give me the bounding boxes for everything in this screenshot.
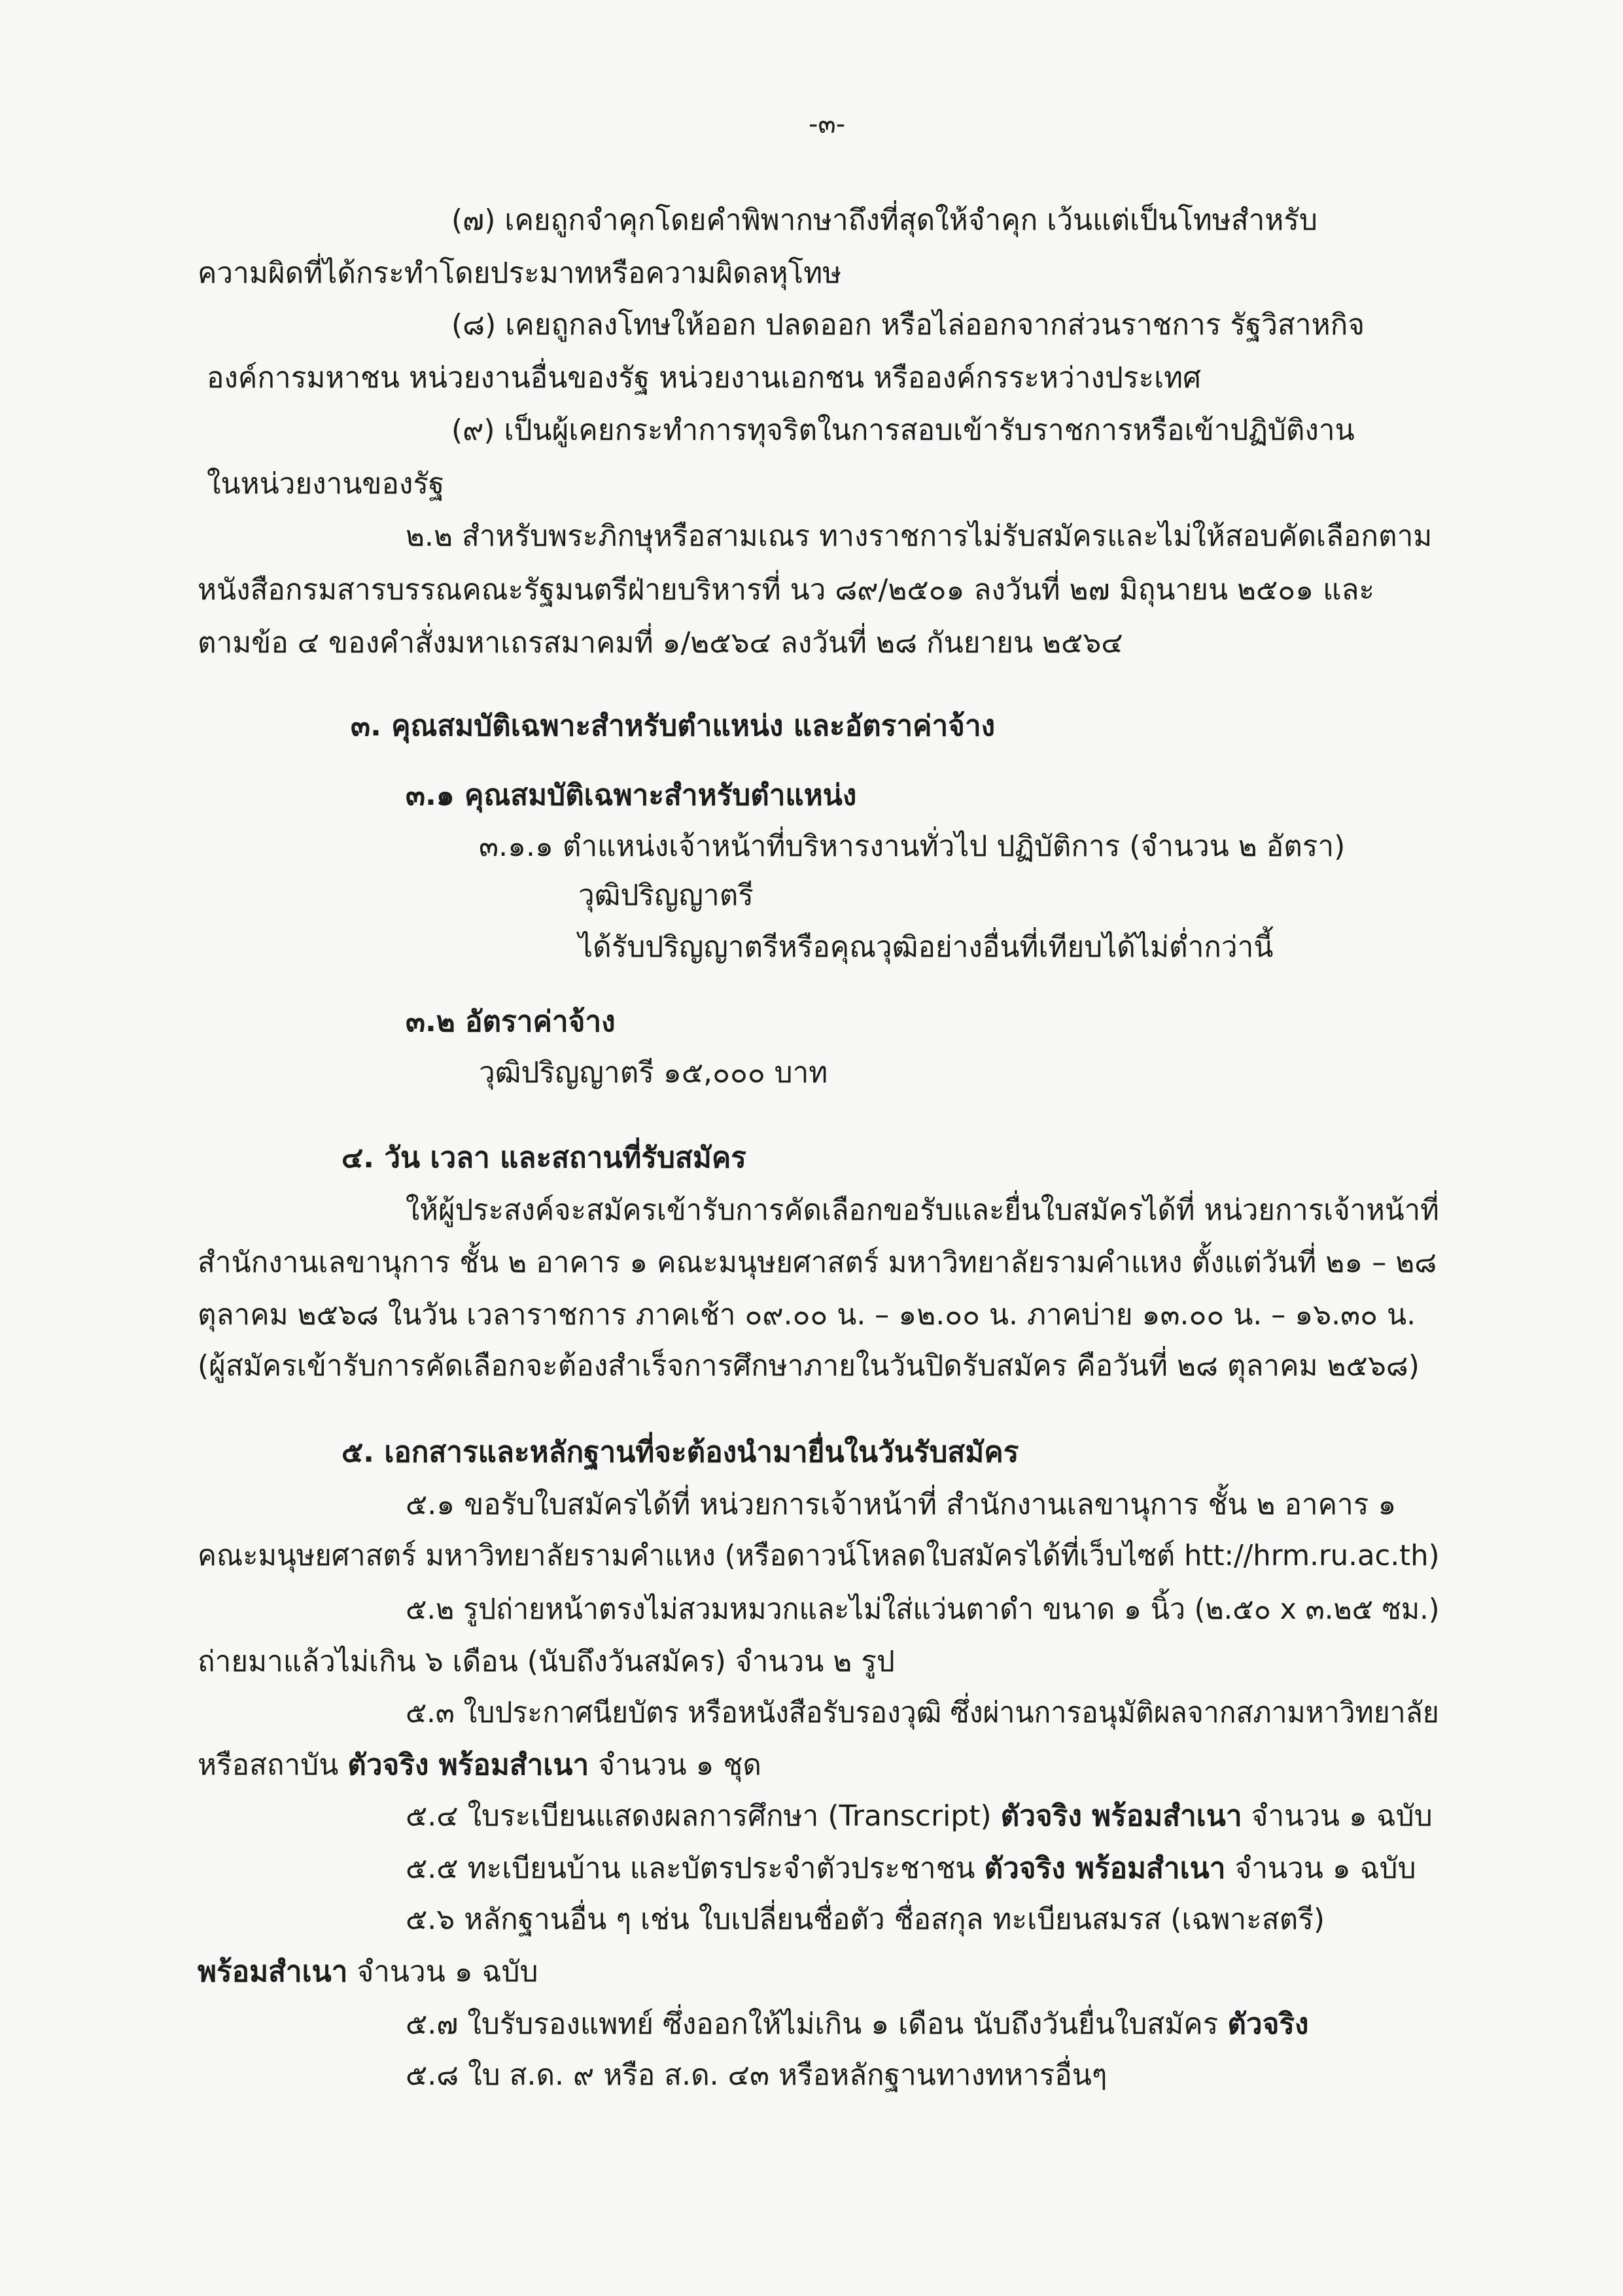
section-3-2-heading: ๓.๒ อัตราค่าจ้าง [406, 1005, 616, 1038]
position-3-1-1: ๓.๑.๑ ตำแหน่งเจ้าหน้าที่บริหารงานทั่วไป ปฏิบัติการ (จำนวน ๒ อัตรา) [479, 830, 1346, 863]
item-5-7-text: ๕.๗ ใบรับรองแพทย์ ซึ่งออกให้ไม่เกิน ๑ เดือน นับถึงวันยื่นใบสมัคร [406, 2007, 1228, 2041]
section-4-line-4: (ผู้สมัครเข้ารับการคัดเลือกจะต้องสำเร็จการศึกษาภายในวันปิดรับสมัคร คือวันที่ ๒๘ ตุลาคม ๒๕๖๘) [198, 1349, 1420, 1383]
section-4-line-1: ให้ผู้ประสงค์จะสมัครเข้ารับการคัดเลือกขอรับและยื่นใบสมัครได้ที่ หน่วยการเจ้าหน้าที่ [406, 1193, 1439, 1227]
item-5-6-cont [198, 1952, 538, 1992]
item-5-1-cont: คณะมนุษยศาสตร์ มหาวิทยาลัยรามคำแหง (หรือดาวน์โหลดใบสมัครได้ที่เว็บไซต์ htt://hrm.ru.ac.th) [198, 1539, 1440, 1572]
item-2-2: ๒.๒ สำหรับพระภิกษุหรือสามเณร ทางราชการไม่รับสมัครและไม่ให้สอบคัดเลือกตาม [406, 520, 1433, 553]
item-9: (๙) เป็นผู้เคยกระทำการทุจริตในการสอบเข้ารับราชการหรือเข้าปฏิบัติงาน [451, 414, 1355, 447]
item-5-2: ๕.๒ รูปถ่ายหน้าตรงไม่สวมหมวกและไม่ใส่แว่นตาดำ ขนาด ๑ นิ้ว (๒.๕๐ x ๓.๒๕ ซม.) [406, 1593, 1440, 1626]
section-3-1-heading: ๓.๑ คุณสมบัติเฉพาะสำหรับตำแหน่ง [406, 779, 857, 812]
item-5-7 [406, 2005, 1309, 2044]
item-5-3-quantity: จำนวน ๑ ชุด [589, 1748, 761, 1782]
item-5-8: ๕.๘ ใบ ส.ด. ๙ หรือ ส.ด. ๔๓ หรือหลักฐานทางทหารอื่นๆ [406, 2058, 1108, 2092]
item-5-6-copy: พร้อมสำเนา [198, 1955, 348, 1988]
item-5-3-cont [198, 1746, 761, 1785]
item-8-cont: องค์การมหาชน หน่วยงานอื่นของรัฐ หน่วยงานเอกชน หรือองค์กรระหว่างประเทศ [207, 361, 1202, 395]
section-4-heading: ๔. วัน เวลา และสถานที่รับสมัคร [341, 1141, 746, 1174]
item-5-4-text: ๕.๔ ใบระเบียนแสดงผลการศึกษา (Transcript) [406, 1799, 1001, 1833]
item-2-2-cont-2: ตามข้อ ๔ ของคำสั่งมหาเถรสมาคมที่ ๑/๒๕๖๔ ลงวันที่ ๒๘ กันยายน ๒๕๖๔ [198, 626, 1123, 660]
item-5-5-text: ๕.๕ ทะเบียนบ้าน และบัตรประจำตัวประชาชน [406, 1852, 985, 1885]
item-5-5-original-copy: ตัวจริง พร้อมสำเนา [984, 1852, 1226, 1885]
section-4-line-3: ตุลาคม ๒๕๖๘ ในวัน เวลาราชการ ภาคเช้า ๐๙.๐๐ น. – ๑๒.๐๐ น. ภาคบ่าย ๑๓.๐๐ น. – ๑๖.๓๐ น. [198, 1298, 1416, 1332]
item-7-cont: ความผิดที่ได้กระทำโดยประมาทหรือความผิดลหุโทษ [198, 256, 842, 290]
item-5-3: ๕.๓ ใบประกาศนียบัตร หรือหนังสือรับรองวุฒิ ซึ่งผ่านการอนุมัติผลจากสภามหาวิทยาลัย [406, 1696, 1439, 1729]
item-7: (๗) เคยถูกจำคุกโดยคำพิพากษาถึงที่สุดให้จำคุก เว้นแต่เป็นโทษสำหรับ [451, 203, 1318, 237]
item-5-3-cont-text: หรือสถาบัน [198, 1748, 348, 1782]
page-number: -๓- [809, 109, 846, 139]
item-5-4-quantity: จำนวน ๑ ฉบับ [1242, 1799, 1433, 1833]
item-5-6: ๕.๖ หลักฐานอื่น ๆ เช่น ใบเปลี่ยนชื่อตัว ชื่อสกุล ทะเบียนสมรส (เฉพาะสตรี) [406, 1903, 1325, 1936]
item-2-2-cont-1: หนังสือกรมสารบรรณคณะรัฐมนตรีฝ่ายบริหารที่ นว ๘๙/๒๕๐๑ ลงวันที่ ๒๗ มิถุนายน ๒๕๐๑ และ [198, 573, 1375, 607]
section-3-heading: ๓. คุณสมบัติเฉพาะสำหรับตำแหน่ง และอัตราค่าจ้าง [351, 709, 996, 743]
qualification-text: ได้รับปริญญาตรีหรือคุณวุฒิอย่างอื่นที่เทียบได้ไม่ต่ำกว่านี้ [578, 930, 1274, 964]
section-5-heading: ๕. เอกสารและหลักฐานที่จะต้องนำมายื่นในวันรับสมัคร [341, 1436, 1019, 1469]
item-5-4 [406, 1797, 1433, 1836]
item-5-6-quantity: จำนวน ๑ ฉบับ [347, 1955, 538, 1988]
item-5-7-original: ตัวจริง [1227, 2007, 1309, 2041]
section-4-line-2: สำนักงานเลขานุการ ชั้น ๒ อาคาร ๑ คณะมนุษยศาสตร์ มหาวิทยาลัยรามคำแหง ตั้งแต่วันที่ ๒๑ – ๒๘ [198, 1246, 1437, 1279]
item-5-5 [406, 1849, 1416, 1888]
item-8: (๘) เคยถูกลงโทษให้ออก ปลดออก หรือไล่ออกจากส่วนราชการ รัฐวิสาหกิจ [451, 308, 1365, 342]
wage-rate: วุฒิปริญญาตรี ๑๕,๐๐๐ บาท [479, 1056, 828, 1089]
item-5-2-cont: ถ่ายมาแล้วไม่เกิน ๖ เดือน (นับถึงวันสมัคร) จำนวน ๒ รูป [198, 1645, 895, 1678]
item-9-cont: ในหน่วยงานของรัฐ [207, 467, 445, 501]
item-5-1: ๕.๑ ขอรับใบสมัครได้ที่ หน่วยการเจ้าหน้าที่ สำนักงานเลขานุการ ชั้น ๒ อาคาร ๑ [406, 1488, 1397, 1521]
item-5-3-original-copy: ตัวจริง พร้อมสำเนา [347, 1748, 589, 1782]
degree-requirement: วุฒิปริญญาตรี [578, 879, 754, 912]
item-5-5-quantity: จำนวน ๑ ฉบับ [1225, 1852, 1416, 1885]
item-5-4-original-copy: ตัวจริง พร้อมสำเนา [1000, 1799, 1242, 1833]
